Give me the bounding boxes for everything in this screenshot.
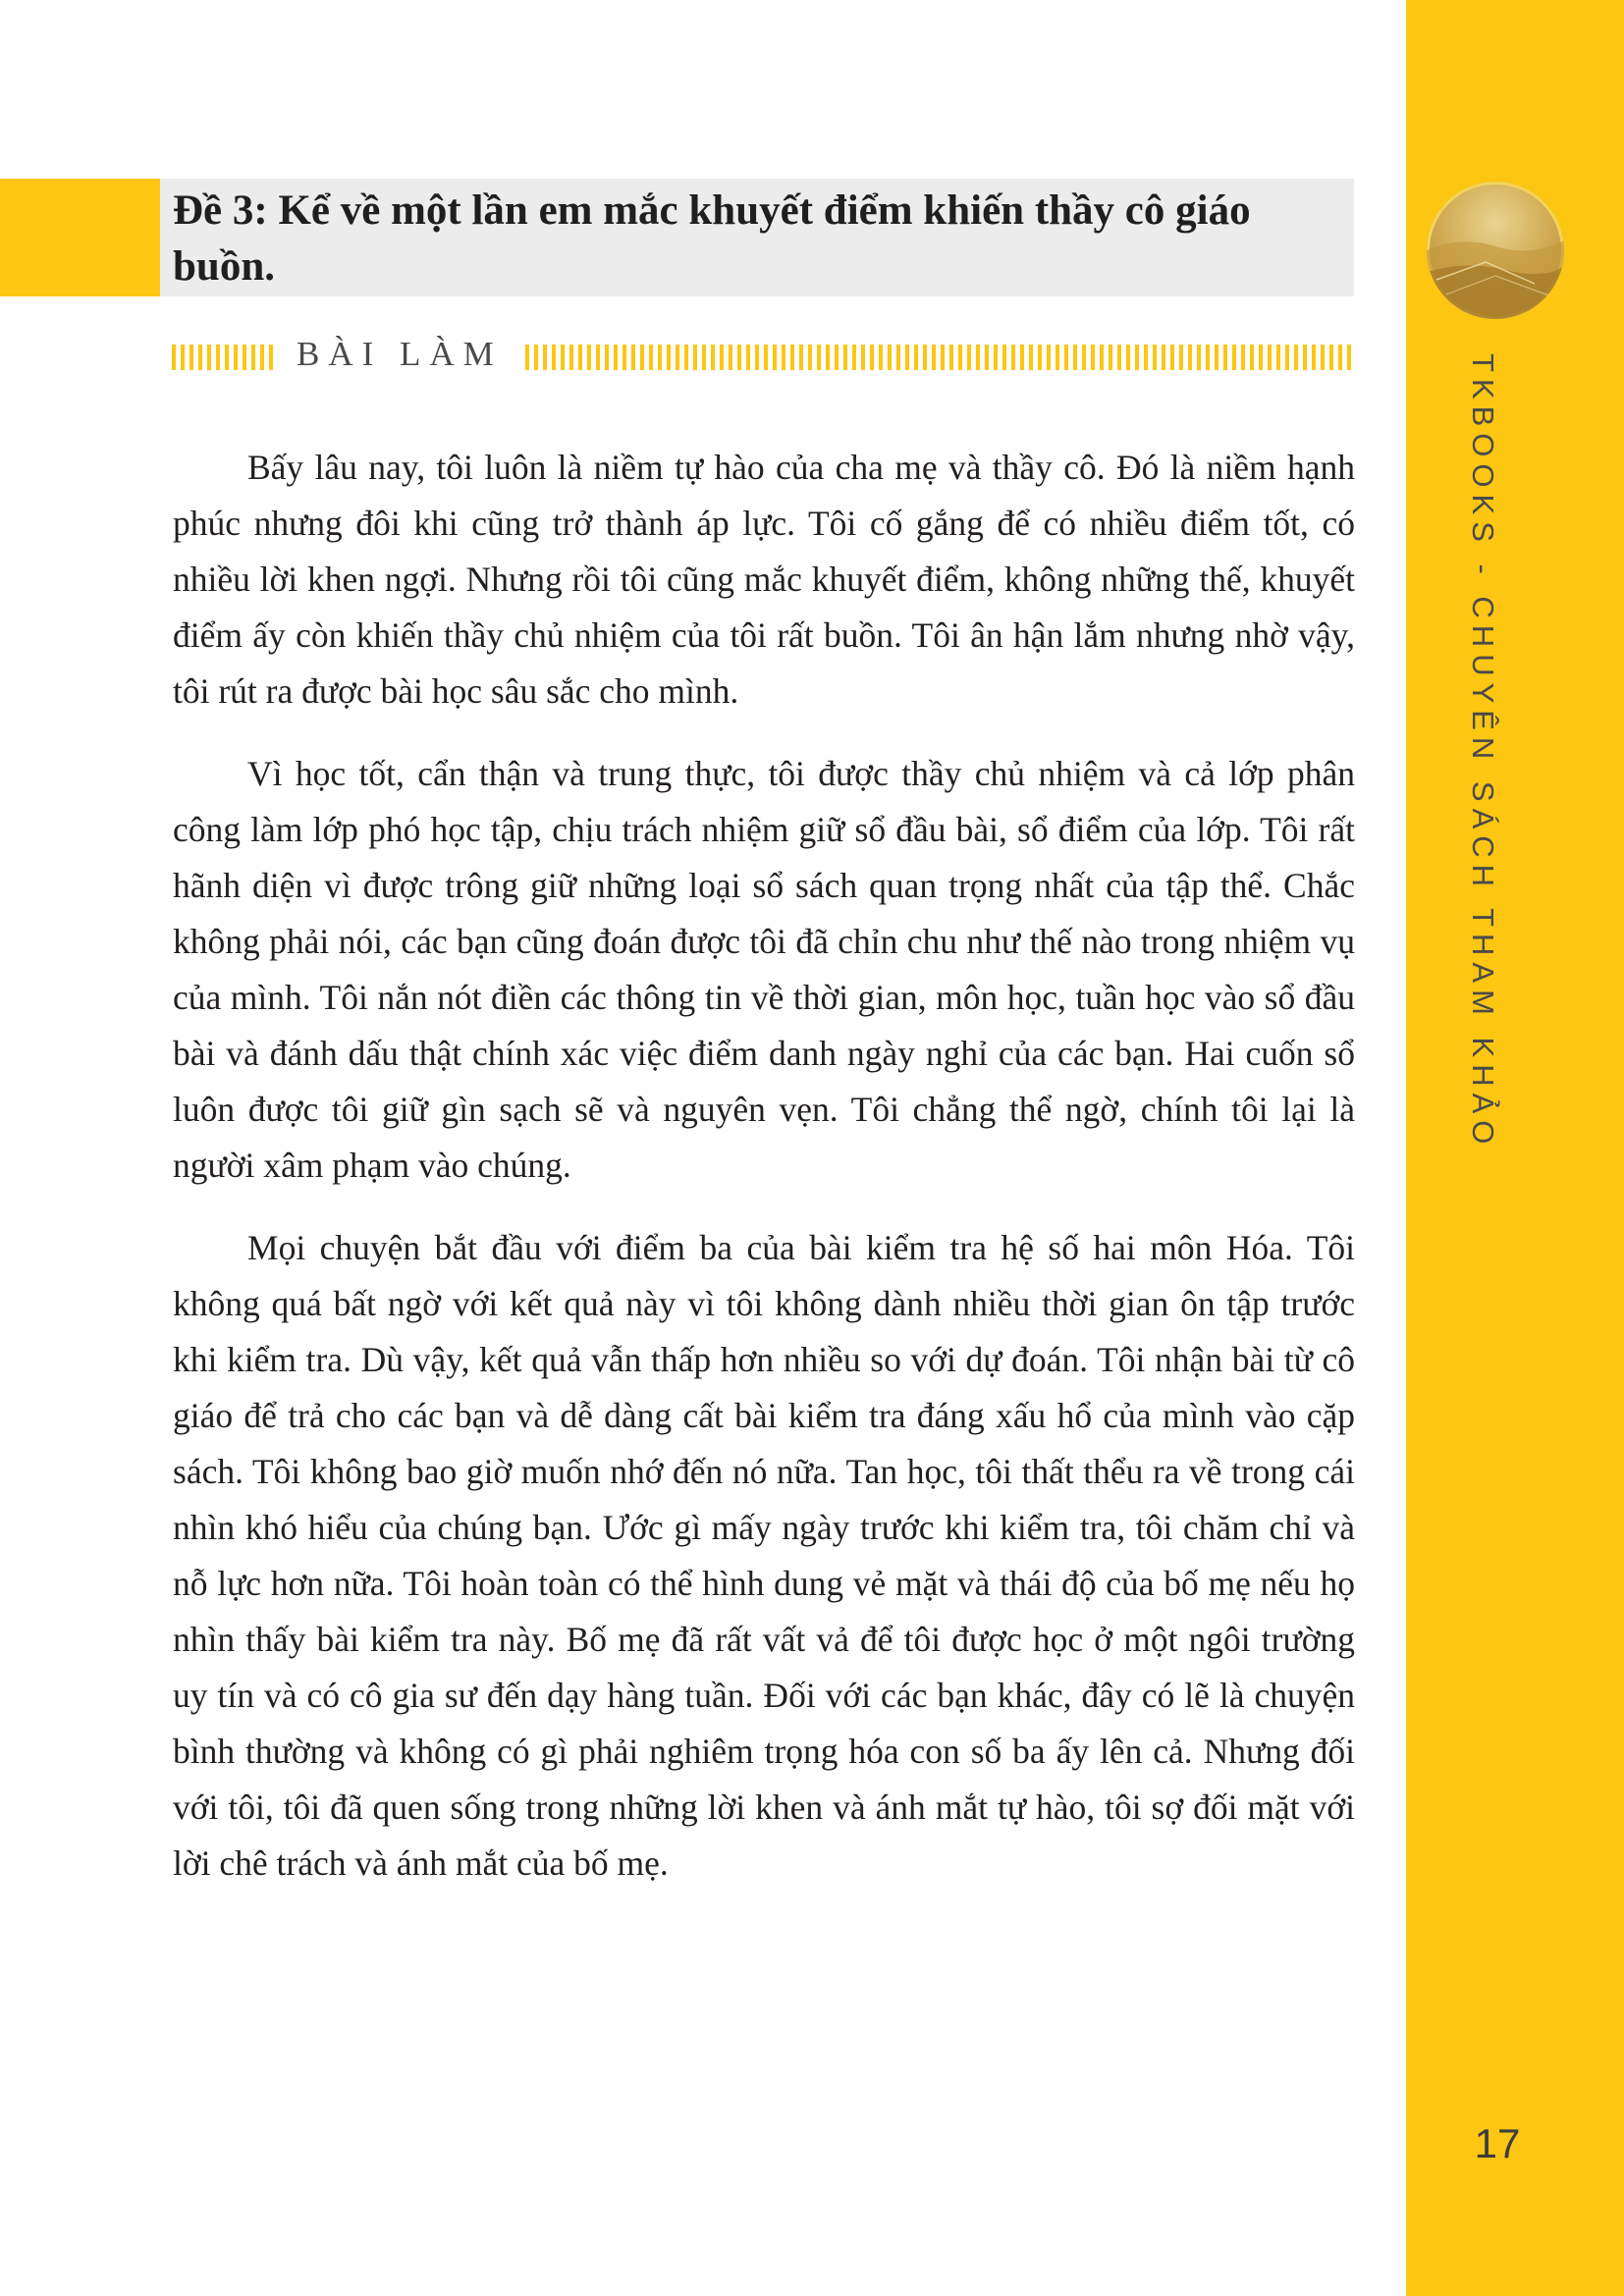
divider-ticks-left xyxy=(172,345,278,370)
essay-body xyxy=(173,440,1355,1918)
paragraph: Mọi chuyện bắt đầu với điểm ba của bài kiểm tra hệ số hai môn Hóa. Tôi không quá bất ngờ với kết quả này vì tôi không dành nhiều thời gian ôn tập trước khi kiểm tra. Dù vậy, kết quả vẫn thấp hơn nhiều so với dự đoán. Tôi nhận bài từ cô giáo để trả cho các bạn và dễ dàng cất bài kiểm tra đáng xấu hổ của mình vào cặp sách. Tôi không bao giờ muốn nhớ đến nó nữa. Tan học, tôi thất thểu ra về trong cái nhìn khó hiểu của chúng bạn. Ước gì mấy ngày trước khi kiểm tra, tôi chăm chỉ và nỗ lực hơn nữa. Tôi hoàn toàn có thể hình dung vẻ mặt và thái độ của bố mẹ nếu họ nhìn thấy bài kiểm tra này. Bố mẹ đã rất vất vả để tôi được học ở một ngôi trường uy tín và có cô gia sư đến dạy hàng tuần. Đối với các bạn khác, đây có lẽ là chuyện bình thường và không có gì phải nghiêm trọng hóa con số ba ấy lên cả. Nhưng đối với tôi, tôi đã quen sống trong những lời khen và ánh mắt tự hào, tôi sợ đối mặt với lời chê trách và ánh mắt của bố mẹ. xyxy=(173,1228,1355,1883)
section-label: BÀI LÀM xyxy=(297,335,503,373)
page-title: Đề 3: Kể về một lần em mắc khuyết điểm khiến thầy cô giáo buồn. xyxy=(173,187,1251,290)
heading-accent-bar xyxy=(0,179,160,296)
divider-ticks-right xyxy=(525,345,1355,370)
paragraph: Vì học tốt, cẩn thận và trung thực, tôi được thầy chủ nhiệm và cả lớp phân công làm lớp phó học tập, chịu trách nhiệm giữ sổ đầu bài, sổ điểm của lớp. Tôi rất hãnh diện vì được trông giữ những loại sổ sách quan trọng nhất của tập thể. Chắc không phải nói, các bạn cũng đoán được tôi đã chỉn chu như thế nào trong nhiệm vụ của mình. Tôi nắn nót điền các thông tin về thời gian, môn học, tuần học vào sổ đầu bài và đánh dấu thật chính xác việc điểm danh ngày nghỉ của các bạn. Hai cuốn sổ luôn được tôi giữ gìn sạch sẽ và nguyên vẹn. Tôi chẳng thể ngờ, chính tôi lại là người xâm phạm vào chúng. xyxy=(173,754,1355,1185)
right-sidebar xyxy=(1406,0,1624,2296)
section-divider xyxy=(172,334,1355,375)
page-number: 17 xyxy=(1474,2120,1521,2166)
paragraph: Bấy lâu nay, tôi luôn là niềm tự hào của cha mẹ và thầy cô. Đó là niềm hạnh phúc nhưng đôi khi cũng trở thành áp lực. Tôi cố gắng để có nhiều điểm tốt, có nhiều lời khen ngợi. Nhưng rồi tôi cũng mắc khuyết điểm, không những thế, khuyết điểm ấy còn khiến thầy chủ nhiệm của tôi rất buồn. Tôi ân hận lắm nhưng nhờ vậy, tôi rút ra được bài học sâu sắc cho mình. xyxy=(173,448,1355,711)
landscape-emblem-icon xyxy=(1427,182,1564,319)
series-vertical-text: TKBOOKS - CHUYÊN SÁCH THAM KHẢO xyxy=(1466,353,1500,1151)
